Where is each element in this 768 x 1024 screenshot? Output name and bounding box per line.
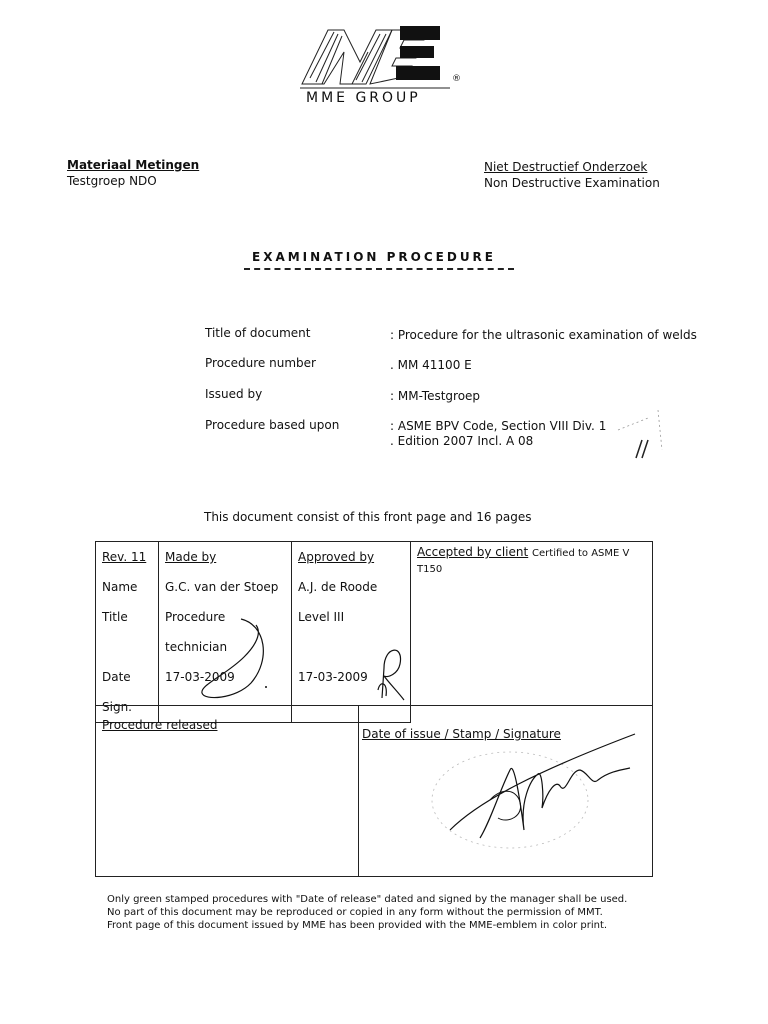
based-label: Procedure based upon [205, 418, 340, 432]
appr-title: Level III [292, 602, 411, 662]
number-label: Procedure number [205, 356, 316, 370]
approved-by-header: Approved by [298, 550, 375, 564]
based-value-line1: : ASME BPV Code, Section VIII Div. 1 [390, 419, 607, 433]
issued-value: : MM-Testgroep [390, 389, 481, 403]
name-label: Name [96, 572, 159, 602]
consist-text: This document consist of this front page and 16 pages [204, 510, 532, 524]
made-name: G.C. van der Stoep [159, 572, 292, 602]
appr-name: A.J. de Roode [292, 572, 411, 602]
footer-notes [107, 893, 627, 932]
table-row [96, 542, 653, 573]
margin-scribble [608, 400, 668, 470]
signature-approved-by [368, 640, 413, 705]
made-title: Procedure technician [159, 602, 292, 662]
title-underline [244, 268, 514, 270]
made-by-header: Made by [165, 550, 217, 564]
header-right-line1: Niet Destructief Onderzoek [484, 160, 648, 174]
logo-text: MME GROUP [306, 90, 421, 106]
footer-line3: Front page of this document issued by MME has been provided with the MME-emblem in color print. [107, 920, 608, 931]
t150-text: T150 [417, 564, 443, 575]
footer-line2: No part of this document may be reproduced or copied in any form without the permission of MMT. [107, 907, 603, 918]
footer-line1: Only green stamped procedures with "Date of release" dated and signed by the manager shall be used. [107, 894, 628, 905]
based-value-line2: . Edition 2007 Incl. A 08 [390, 434, 534, 448]
title-value: : Procedure for the ultrasonic examination of welds [390, 328, 697, 342]
certified-text: Certified to ASME V [532, 548, 630, 559]
header-right-line2: Non Destructive Examination [484, 176, 660, 190]
title-label: Title of document [205, 326, 311, 340]
header-left [67, 157, 199, 189]
procedure-released-box [95, 705, 359, 877]
rev-cell: Rev. 11 [102, 550, 147, 564]
registered-mark: ® [452, 74, 461, 84]
release-signature-stamp [420, 730, 650, 870]
company-name: Materiaal Metingen [67, 158, 200, 172]
date-label: Date [96, 662, 159, 692]
appr-date: 17-03-2009 [292, 662, 411, 692]
title-row-label: Title [96, 602, 159, 662]
made-date: 17-03-2009 [159, 662, 292, 692]
sign-label: Sign. [96, 692, 159, 723]
number-value: . MM 41100 E [390, 358, 472, 372]
header-right [484, 159, 660, 191]
signature-made-by [196, 615, 286, 705]
procedure-released-label: Procedure released [102, 718, 218, 732]
date-of-issue-label: Date of issue / Stamp / Signature [362, 727, 561, 741]
company-dept: Testgroep NDO [67, 174, 157, 188]
page-title: EXAMINATION PROCEDURE [252, 250, 496, 264]
issued-label: Issued by [205, 387, 263, 401]
accepted-by-header: Accepted by client [417, 545, 529, 559]
